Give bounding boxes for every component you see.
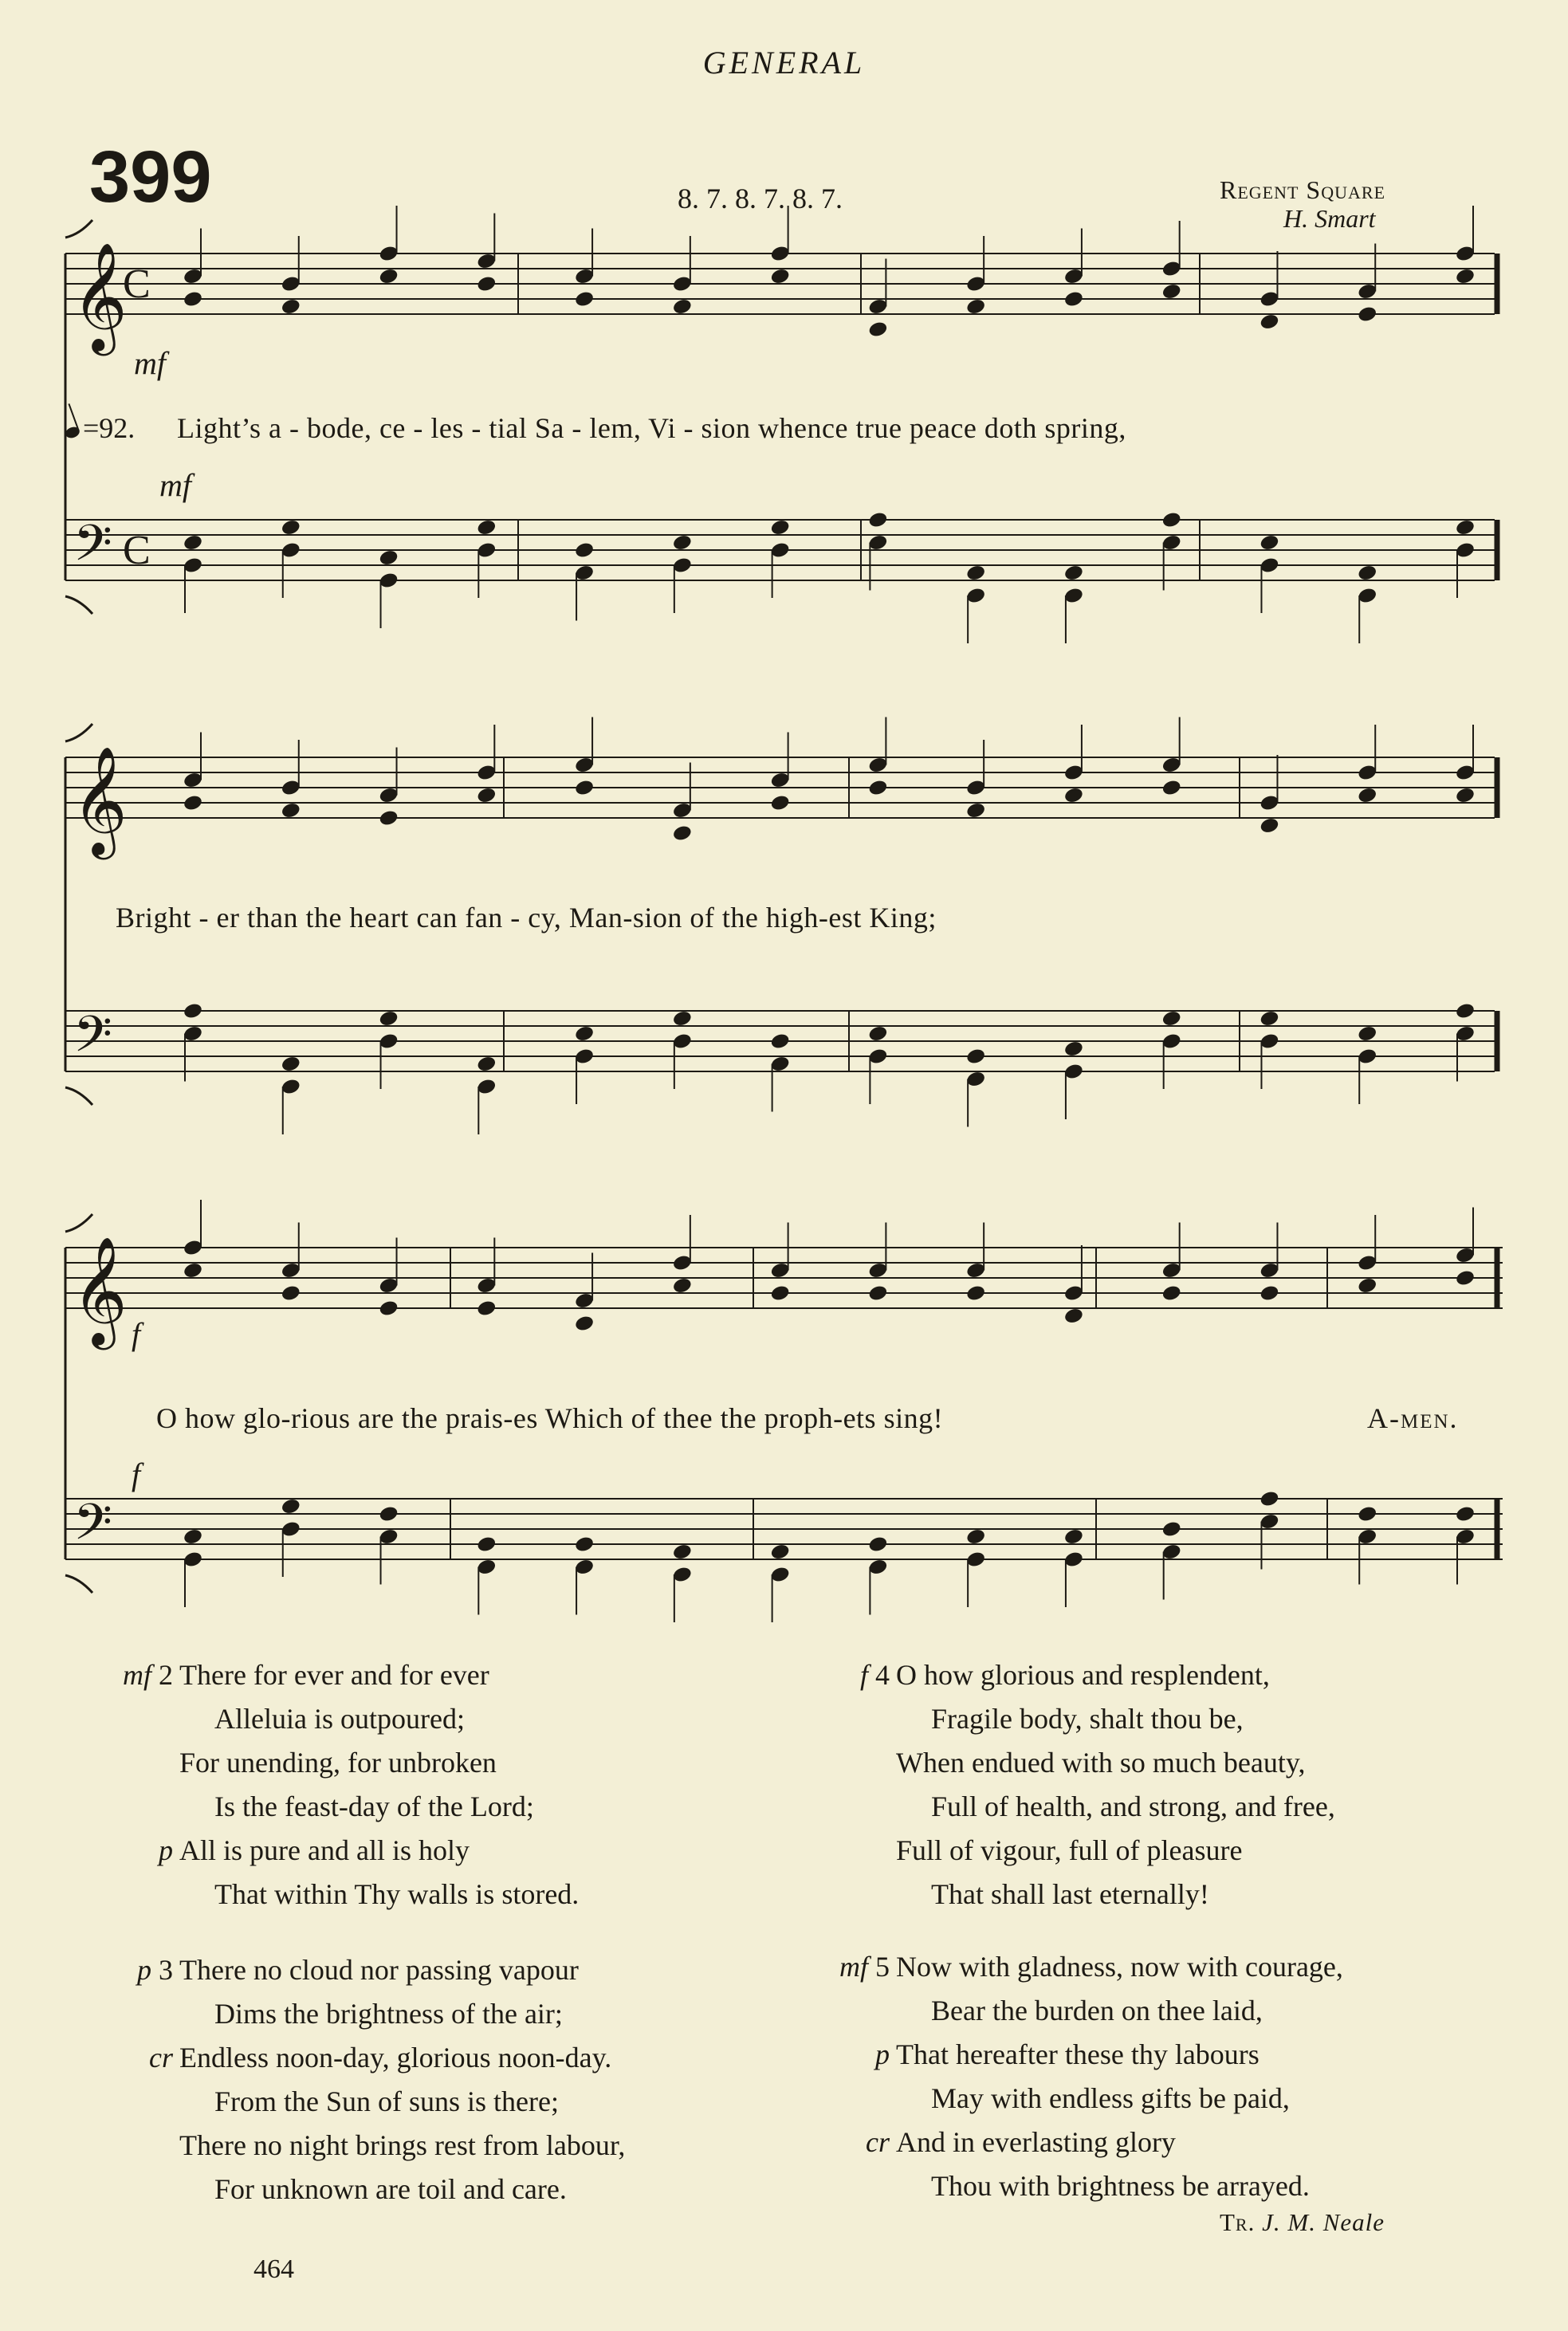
- note-head: [1161, 511, 1182, 529]
- verse-4: [859, 1653, 1335, 1916]
- verse-line: p That hereafter these thy labours: [896, 2033, 1343, 2077]
- lyric-line-3: O how glo-rious are the prais-es Which of thee the proph-ets sing!: [156, 1402, 944, 1434]
- bracket-hook: [65, 220, 92, 238]
- verse-mark: cr: [866, 2126, 890, 2158]
- note-head: [867, 779, 888, 797]
- verse-line: Bear the burden on thee laid,: [931, 1995, 1263, 2026]
- verse-line: Full of health, and strong, and free,: [931, 1791, 1335, 1822]
- note-head: [1063, 290, 1084, 309]
- note-head: [965, 801, 986, 820]
- note-head: [378, 1009, 399, 1028]
- bracket-hook: [65, 724, 92, 741]
- note-head: [770, 1543, 791, 1561]
- verse-line: Fragile body, shalt thou be,: [931, 1703, 1244, 1735]
- verse-line: Alleluia is outpoured;: [214, 1703, 465, 1735]
- translator-credit: Tr. J. M. Neale: [1220, 2208, 1385, 2236]
- verse-3: [137, 1948, 626, 2211]
- note-head: [1455, 1269, 1476, 1287]
- verse-line: May with endless gifts be paid,: [931, 2082, 1290, 2114]
- verse-mark: p: [875, 2038, 890, 2070]
- verse-line: p 3 There no cloud nor passing vapour: [179, 1948, 625, 1992]
- verse-line: When endued with so much beauty,: [896, 1747, 1306, 1779]
- verse-line: Thou with brightness be arrayed.: [931, 2170, 1310, 2202]
- note-head: [281, 801, 301, 820]
- note-head: [1161, 282, 1182, 301]
- note-head: [1161, 1009, 1182, 1028]
- time-signature: C: [123, 528, 151, 573]
- verse-line: p All is pure and all is holy: [179, 1829, 579, 1873]
- verse-5: [839, 1945, 1343, 2208]
- bracket-hook: [65, 1087, 92, 1105]
- verse-mark: mf 5: [839, 1951, 890, 1983]
- note-head: [183, 533, 203, 552]
- treble-clef-icon: 𝄞: [72, 745, 128, 855]
- note-head: [1259, 1490, 1279, 1508]
- note-head: [672, 1543, 693, 1561]
- note-head: [1357, 1505, 1377, 1523]
- metronome-mark: =92.: [65, 411, 135, 445]
- note-head: [476, 518, 497, 537]
- note-head: [1259, 1284, 1279, 1303]
- treble-clef-icon: 𝄞: [72, 241, 128, 351]
- verse-line: From the Sun of suns is there;: [214, 2085, 559, 2117]
- note-head: [1161, 1520, 1182, 1539]
- note-head: [1259, 313, 1279, 331]
- verse-line: That within Thy walls is stored.: [214, 1878, 580, 1910]
- note-head: [1161, 779, 1182, 797]
- bracket-hook: [65, 1575, 92, 1593]
- verse-2: [123, 1653, 580, 1916]
- note-head: [867, 1535, 888, 1554]
- verse-line: f 4 O how glorious and resplendent,: [896, 1653, 1335, 1697]
- note-head: [770, 1032, 791, 1051]
- verse-mark: f 4: [859, 1659, 890, 1691]
- note-head: [770, 794, 791, 812]
- lyric-line-1: Light’s a - bode, ce - les - tial Sa - lem, Vi - sion whence true peace doth spring,: [177, 412, 1126, 444]
- note-head: [672, 1009, 693, 1028]
- verse-line: There no night brings rest from labour,: [179, 2129, 626, 2161]
- note-head: [965, 564, 986, 582]
- dynamic-mark: mf: [159, 467, 191, 503]
- note-head: [1357, 1024, 1377, 1043]
- note-head: [1455, 786, 1476, 804]
- note-head: [965, 1527, 986, 1546]
- verse-line: mf 5 Now with gladness, now with courage,: [896, 1945, 1343, 1989]
- verse-line: cr And in everlasting glory: [896, 2121, 1343, 2164]
- note-head: [867, 1024, 888, 1043]
- note-head: [281, 518, 301, 537]
- note-head: [1259, 816, 1279, 835]
- note-head: [672, 824, 693, 843]
- note-head: [574, 290, 595, 309]
- note-head: [672, 533, 693, 552]
- note-head: [476, 275, 497, 293]
- verse-line: That shall last eternally!: [931, 1878, 1209, 1910]
- note-head: [867, 1284, 888, 1303]
- note-head: [965, 1284, 986, 1303]
- dynamic-mark: mf: [134, 345, 166, 381]
- note-head: [378, 809, 399, 827]
- verse-line: mf 2 There for ever and for ever: [179, 1653, 579, 1697]
- note-head: [1063, 1040, 1084, 1058]
- verse-line: cr Endless noon-day, glorious noon-day.: [179, 2036, 625, 2080]
- note-head: [183, 290, 203, 309]
- note-head: [1063, 1307, 1084, 1325]
- verse-mark: p: [159, 1834, 173, 1866]
- bracket-hook: [65, 1214, 92, 1232]
- note-head: [1357, 564, 1377, 582]
- note-head: [867, 511, 888, 529]
- bass-clef-icon: 𝄢: [73, 1004, 112, 1075]
- note-head: [1357, 786, 1377, 804]
- verse-line: Is the feast-day of the Lord;: [214, 1791, 534, 1822]
- note-head: [378, 1299, 399, 1318]
- verse-mark: cr: [149, 2042, 173, 2074]
- note-head: [574, 1535, 595, 1554]
- composer: H. Smart: [1283, 204, 1376, 233]
- quarter-note-icon: [64, 425, 81, 439]
- verse-mark: mf 2: [123, 1659, 173, 1691]
- bass-clef-icon: 𝄢: [73, 1492, 112, 1563]
- verse-line: For unknown are toil and care.: [214, 2173, 567, 2205]
- note-head: [378, 548, 399, 567]
- tune-name: Regent Square: [1220, 175, 1386, 204]
- note-head: [1357, 305, 1377, 324]
- verse-line: Dims the brightness of the air;: [214, 1998, 563, 2030]
- note-head: [574, 1024, 595, 1043]
- note-head: [1357, 1276, 1377, 1295]
- note-head: [281, 1497, 301, 1515]
- note-head: [574, 541, 595, 560]
- note-head: [183, 1002, 203, 1020]
- dynamic-mark: f: [132, 1316, 141, 1352]
- note-head: [476, 1055, 497, 1073]
- note-head: [1063, 564, 1084, 582]
- hymn-number: 399: [89, 136, 212, 218]
- note-head: [183, 1527, 203, 1546]
- note-head: [183, 1261, 203, 1279]
- amen-lyric: A-men.: [1367, 1402, 1459, 1434]
- note-head: [770, 518, 791, 537]
- note-head: [672, 297, 693, 316]
- note-head: [281, 297, 301, 316]
- meter: 8. 7. 8. 7. 8. 7.: [678, 183, 843, 214]
- note-head: [574, 1315, 595, 1333]
- note-head: [770, 267, 791, 285]
- time-signature: C: [123, 261, 151, 307]
- note-head: [867, 320, 888, 339]
- note-head: [574, 779, 595, 797]
- note-head: [378, 267, 399, 285]
- note-head: [1455, 518, 1476, 537]
- lyric-line-2: Bright - er than the heart can fan - cy, Man-sion of the high-est King;: [116, 902, 937, 934]
- verse-mark: p 3: [137, 1954, 173, 1986]
- note-head: [965, 297, 986, 316]
- page-header: GENERAL: [702, 45, 866, 81]
- note-head: [1455, 1505, 1476, 1523]
- bracket-hook: [65, 596, 92, 614]
- note-head: [281, 1284, 301, 1303]
- note-head: [281, 1055, 301, 1073]
- note-head: [1259, 533, 1279, 552]
- verse-line: For unending, for unbroken: [179, 1747, 497, 1779]
- note-head: [1455, 267, 1476, 285]
- bass-clef-icon: 𝄢: [73, 513, 112, 584]
- note-head: [476, 1299, 497, 1318]
- note-head: [672, 1276, 693, 1295]
- note-head: [183, 794, 203, 812]
- verse-line: Full of vigour, full of pleasure: [896, 1834, 1243, 1866]
- note-head: [476, 1535, 497, 1554]
- note-head: [965, 1048, 986, 1066]
- page-number: 464: [253, 2254, 294, 2284]
- treble-clef-icon: 𝄞: [72, 1235, 128, 1345]
- note-head: [1063, 786, 1084, 804]
- note-head: [1455, 1002, 1476, 1020]
- note-head: [1259, 1009, 1279, 1028]
- note-head: [1161, 1284, 1182, 1303]
- note-head: [1063, 1527, 1084, 1546]
- note-head: [770, 1284, 791, 1303]
- note-head: [378, 1505, 399, 1523]
- dynamic-mark: f: [132, 1456, 141, 1492]
- note-head: [476, 786, 497, 804]
